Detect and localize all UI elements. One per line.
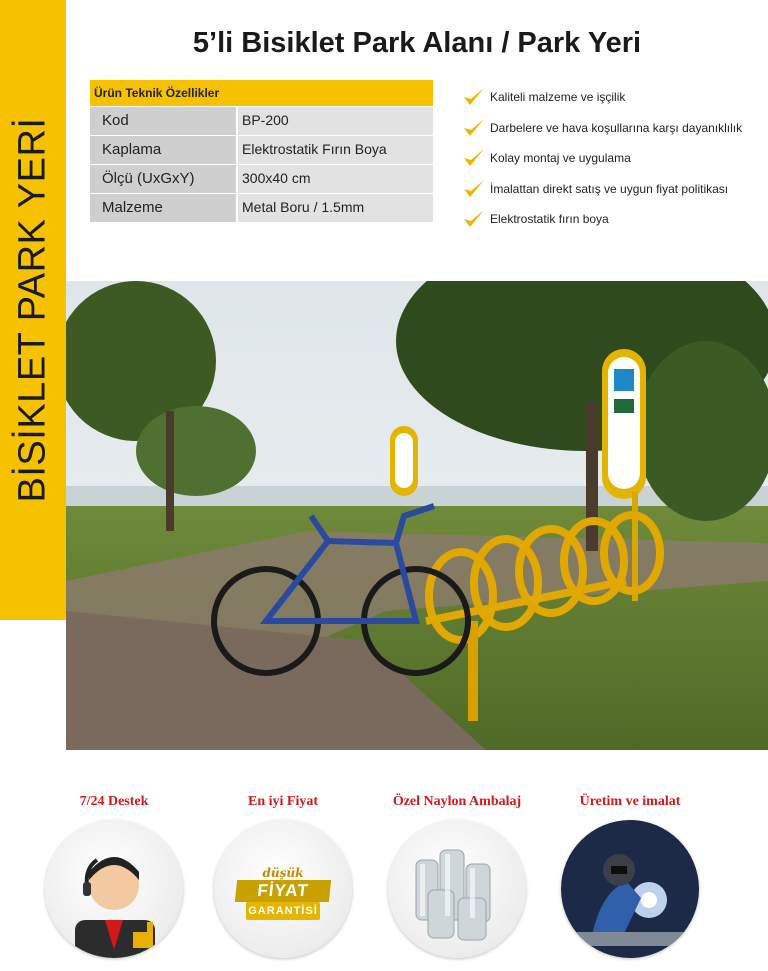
feature-item — [462, 174, 762, 205]
feature-text: Kaliteli malzeme ve işçilik — [490, 90, 626, 105]
feature-text: Darbelere ve hava koşullarına karşı dayanıklılık — [490, 120, 743, 135]
product-photo — [66, 281, 768, 750]
bike-rack-park-scene — [66, 281, 768, 750]
badge-title: En iyi Fiyat — [247, 794, 318, 809]
spec-value: BP-200 — [238, 107, 433, 135]
checkmark-icon — [462, 117, 486, 139]
spec-table — [90, 80, 433, 222]
feature-text: Elektrostatik fırın boya — [490, 212, 609, 227]
feature-item — [462, 204, 762, 235]
feature-item — [462, 82, 762, 113]
checkmark-icon — [462, 147, 486, 169]
badge-row — [0, 790, 768, 971]
badge-production — [550, 790, 710, 958]
feature-text: İmalattan direkt satış ve uygun fiyat politikası — [490, 181, 729, 196]
spec-row — [90, 194, 433, 222]
checkmark-icon — [462, 86, 486, 108]
spec-table-header: Ürün Teknik Özellikler — [90, 80, 433, 106]
spec-key: Kaplama — [90, 136, 236, 164]
guarantee-bottom-text: GARANTİSİ — [246, 902, 320, 920]
badge-title: Üretim ve imalat — [579, 794, 681, 809]
support-agent-icon — [45, 820, 183, 958]
spec-key: Malzeme — [90, 194, 236, 222]
spec-row — [90, 165, 433, 193]
side-banner-text: BİSİKLET PARK YERİ — [11, 117, 54, 503]
page-title: 5’li Bisiklet Park Alanı / Park Yeri — [192, 27, 642, 59]
spec-value: Metal Boru / 1.5mm — [238, 194, 433, 222]
price-guarantee-badge — [214, 820, 352, 958]
guarantee-main-text: FİYAT — [235, 880, 331, 902]
badge-packaging — [377, 790, 537, 958]
spec-value: Elektrostatik Fırın Boya — [238, 136, 433, 164]
feature-list — [462, 82, 762, 235]
spec-value: 300x40 cm — [238, 165, 433, 193]
feature-text: Kolay montaj ve uygulama — [490, 151, 631, 166]
spec-row — [90, 136, 433, 164]
welder-icon — [561, 820, 699, 958]
badge-title: Özel Naylon Ambalaj — [392, 794, 522, 809]
checkmark-icon — [462, 178, 486, 200]
spec-key: Ölçü (UxGxY) — [90, 165, 236, 193]
guarantee-top-text: düşük — [262, 866, 304, 880]
badge-title: 7/24 Destek — [79, 794, 149, 809]
side-banner — [0, 0, 66, 620]
feature-item — [462, 143, 762, 174]
spec-key: Kod — [90, 107, 236, 135]
badge-price — [203, 790, 363, 958]
plastic-wrap-rolls-icon — [388, 820, 526, 958]
badge-support — [34, 790, 194, 958]
feature-item — [462, 113, 762, 144]
spec-row — [90, 107, 433, 135]
checkmark-icon — [462, 208, 486, 230]
